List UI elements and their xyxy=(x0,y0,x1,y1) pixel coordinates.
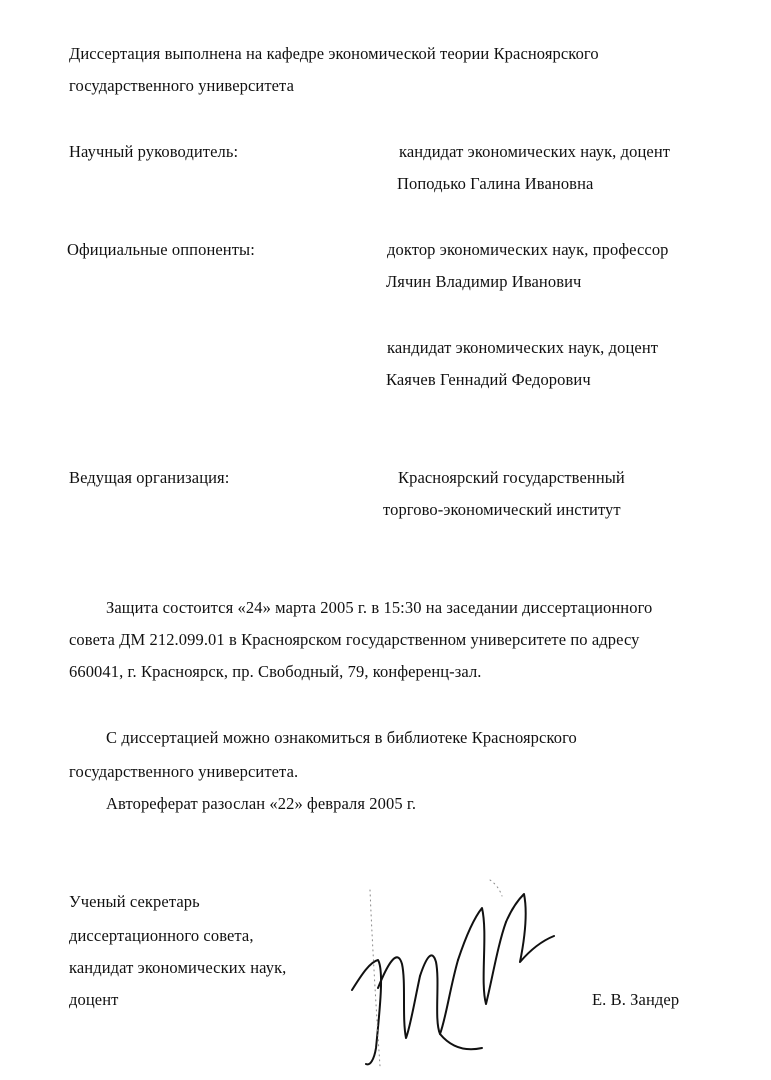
header-line-1: Диссертация выполнена на кафедре экономической теории Красноярского xyxy=(69,44,599,63)
library-line-2: государственного университета. xyxy=(69,762,299,781)
defense-line-2: совета ДМ 212.099.01 в Красноярском государственном университете по адресу xyxy=(69,630,640,649)
opponent-1-degree: доктор экономических наук, профессор xyxy=(387,240,669,259)
leading-org-line-1: Красноярский государственный xyxy=(398,468,625,487)
leading-org-label: Ведущая организация: xyxy=(69,468,230,487)
supervisor-name: Поподько Галина Ивановна xyxy=(397,174,594,193)
library-line-1: С диссертацией можно ознакомиться в библиотеке Красноярского xyxy=(106,728,577,747)
secretary-line-4: доцент xyxy=(69,990,119,1009)
opponent-1-name: Лячин Владимир Иванович xyxy=(386,272,582,291)
supervisor-label: Научный руководитель: xyxy=(69,142,239,161)
defense-line-3: 660041, г. Красноярск, пр. Свободный, 79, конференц-зал. xyxy=(69,662,482,681)
abstract-sent: Автореферат разослан «22» февраля 2005 г. xyxy=(106,794,417,813)
secretary-line-3: кандидат экономических наук, xyxy=(69,958,287,977)
header-line-2: государственного университета xyxy=(69,76,294,95)
defense-line-1: Защита состоится «24» марта 2005 г. в 15:30 на заседании диссертационного xyxy=(106,598,653,617)
opponents-label: Официальные оппоненты: xyxy=(67,240,255,259)
supervisor-degree: кандидат экономических наук, доцент xyxy=(399,142,671,161)
secretary-line-1: Ученый секретарь xyxy=(69,892,200,911)
secretary-line-2: диссертационного совета, xyxy=(69,926,254,945)
secretary-name: Е. В. Зандер xyxy=(592,990,680,1009)
leading-org-line-2: торгово-экономический институт xyxy=(383,500,621,519)
handwritten-signature xyxy=(340,878,570,1073)
opponent-2-degree: кандидат экономических наук, доцент xyxy=(387,338,659,357)
opponent-2-name: Каячев Геннадий Федорович xyxy=(386,370,591,389)
